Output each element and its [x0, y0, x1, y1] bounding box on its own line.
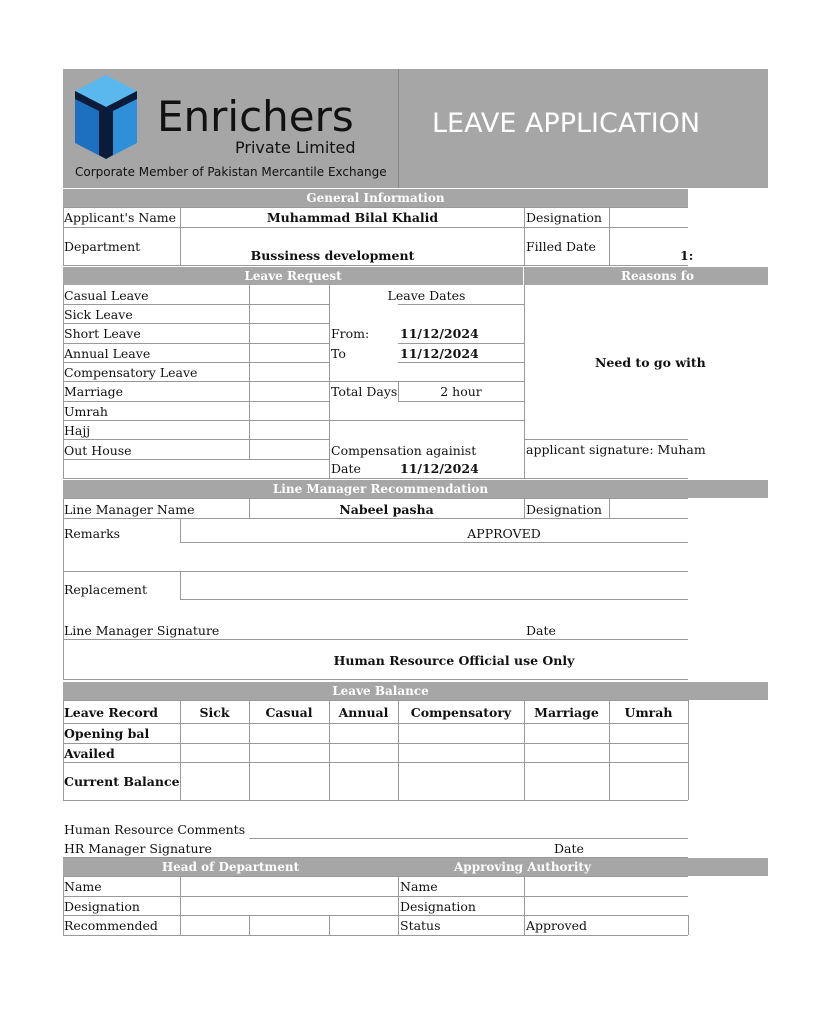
company-suffix: Private Limited	[235, 138, 356, 157]
hr-date-label: Date	[554, 841, 584, 856]
replacement-label: Replacement	[64, 582, 147, 597]
line-manager-designation-label: Designation	[526, 502, 602, 517]
section-approving-authority: Approving Authority	[398, 858, 768, 876]
leave-dates-label: Leave Dates	[387, 288, 466, 303]
company-name: Enrichers	[157, 92, 354, 141]
hod-recommended-label: Recommended	[64, 918, 158, 933]
row-availed: Availed	[64, 746, 115, 761]
enrichers-logo-icon	[71, 73, 141, 165]
section-leave-balance: Leave Balance	[63, 682, 768, 700]
section-general-information: General Information	[63, 189, 688, 207]
leave-type-umrah: Umrah	[64, 404, 108, 419]
applicant-name-label: Applicant's Name	[64, 210, 177, 225]
compensation-label: Compensation againist	[331, 443, 477, 458]
designation-label: Designation	[526, 210, 602, 225]
section-leave-request: Leave Request	[63, 267, 523, 285]
membership-text: Corporate Member of Pakistan Mercantile Exchange	[75, 165, 387, 179]
section-head-of-department: Head of Department	[63, 858, 398, 876]
leave-type-sick: Sick Leave	[64, 307, 133, 322]
col-annual: Annual	[338, 705, 389, 720]
remarks-label: Remarks	[64, 526, 121, 541]
hr-comments-label: Human Resource Comments	[64, 822, 246, 837]
hr-official-use: Human Resource Official use Only	[333, 653, 575, 668]
page-title: LEAVE APPLICATION	[432, 108, 701, 139]
leave-type-hajj: Hajj	[64, 423, 91, 438]
section-line-manager: Line Manager Recommendation	[63, 480, 768, 498]
department-label: Department	[64, 239, 141, 254]
leave-type-marriage: Marriage	[64, 384, 124, 399]
compensation-date-label: Date	[331, 461, 361, 476]
from-value: 11/12/2024	[400, 326, 479, 341]
filled-date-label: Filled Date	[526, 239, 596, 254]
department-value: Bussiness development	[250, 248, 415, 263]
to-value: 11/12/2024	[400, 346, 479, 361]
col-casual: Casual	[265, 705, 313, 720]
total-days-value: 2 hour	[440, 384, 482, 399]
total-days-label: Total Days	[331, 384, 398, 399]
col-leave-record: Leave Record	[64, 705, 159, 720]
hod-designation-label: Designation	[64, 899, 140, 914]
approver-name-label: Name	[400, 879, 438, 894]
col-sick: Sick	[199, 705, 230, 720]
remarks-value: APPROVED	[467, 526, 541, 541]
from-label: From:	[331, 326, 370, 341]
approver-designation-label: Designation	[400, 899, 476, 914]
leave-type-compensatory: Compensatory Leave	[64, 365, 198, 380]
to-label: To	[331, 346, 346, 361]
leave-type-casual: Casual Leave	[64, 288, 149, 303]
line-manager-date-label: Date	[526, 623, 556, 638]
approver-status-label: Status	[400, 918, 441, 933]
leave-type-annual: Annual Leave	[64, 346, 151, 361]
hod-name-label: Name	[64, 879, 102, 894]
reason-value: Need to go with	[595, 355, 706, 370]
leave-type-out-house: Out House	[64, 443, 132, 458]
hr-signature-label: HR Manager Signature	[64, 841, 212, 856]
applicant-signature: applicant signature: Muham	[526, 442, 706, 457]
approver-status-value: Approved	[526, 918, 587, 933]
line-manager-name-label: Line Manager Name	[64, 502, 195, 517]
applicant-name-value: Muhammad Bilal Khalid	[266, 210, 439, 225]
row-current-balance: Current Balance	[64, 774, 180, 789]
row-opening-bal: Opening bal	[64, 726, 150, 741]
logo-panel	[63, 69, 399, 188]
col-marriage: Marriage	[534, 705, 599, 720]
col-umrah: Umrah	[624, 705, 673, 720]
line-manager-signature-label: Line Manager Signature	[64, 623, 220, 638]
section-reasons: Reasons fo	[524, 267, 768, 285]
col-compensatory: Compensatory	[410, 705, 512, 720]
compensation-date-value: 11/12/2024	[400, 461, 479, 476]
leave-type-short: Short Leave	[64, 326, 141, 341]
line-manager-name-value: Nabeel pasha	[339, 502, 434, 517]
filled-date-value: 1:	[680, 248, 694, 263]
